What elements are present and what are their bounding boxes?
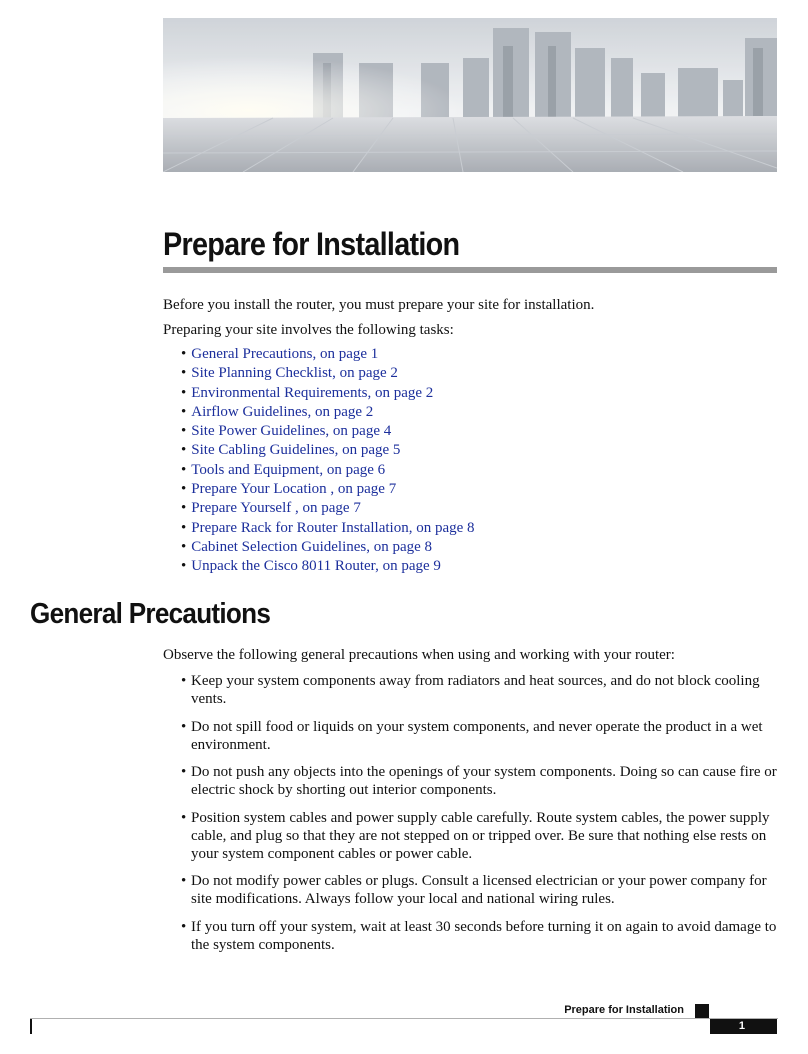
bullet: • xyxy=(181,481,187,498)
footer-rule xyxy=(30,1018,778,1019)
toc-link-cabinet-selection[interactable]: Cabinet Selection Guidelines, on page 8 xyxy=(191,538,433,555)
toc-link-site-planning-checklist[interactable]: Site Planning Checklist, on page 2 xyxy=(191,365,398,382)
precaution-text: Keep your system components away from radiators and heat sources, and do not block cooling vents. xyxy=(191,673,760,707)
list-item xyxy=(181,345,475,364)
bullet: • xyxy=(181,442,187,459)
list-item xyxy=(181,809,781,863)
bullet: • xyxy=(181,423,187,440)
footer-left-tick xyxy=(30,1019,32,1034)
list-item xyxy=(181,422,475,441)
bullet: • xyxy=(181,918,187,935)
bullet: • xyxy=(181,403,187,420)
toc-link-site-power-guidelines[interactable]: Site Power Guidelines, on page 4 xyxy=(191,423,392,440)
toc-link-prepare-your-location[interactable]: Prepare Your Location , on page 7 xyxy=(191,481,397,498)
list-item xyxy=(181,872,781,908)
list-item xyxy=(181,519,475,538)
tasks-lead-in: Preparing your site involves the following tasks: xyxy=(163,322,454,338)
list-item xyxy=(181,499,475,518)
city-skyline-illustration xyxy=(163,18,777,172)
intro-paragraph: Before you install the router, you must prepare your site for installation. xyxy=(163,297,595,313)
title-rule xyxy=(163,267,777,273)
precaution-text: If you turn off your system, wait at least 30 seconds before turning it on again to avoid damage to the system components. xyxy=(191,918,777,953)
bullet: • xyxy=(181,519,187,536)
list-item xyxy=(181,672,781,708)
list-item xyxy=(181,441,475,460)
bullet: • xyxy=(181,558,187,575)
list-item xyxy=(181,718,781,754)
precaution-text: Position system cables and power supply cable carefully. Route system cables, the power supply cable, and plug so that they are not stepped on or tripped over. Be sure that nothing else rests on your system component cables or power cable. xyxy=(191,809,770,862)
list-item xyxy=(181,538,475,557)
section-title: General Precautions xyxy=(30,598,271,630)
footer-chapter-title: Prepare for Installation xyxy=(564,1004,684,1016)
list-item xyxy=(181,480,475,499)
bullet: • xyxy=(181,384,187,401)
list-item xyxy=(181,403,475,422)
list-item xyxy=(181,384,475,403)
list-item xyxy=(181,763,781,799)
bullet: • xyxy=(181,764,187,780)
list-item xyxy=(181,557,475,576)
toc-link-environmental-requirements[interactable]: Environmental Requirements, on page 2 xyxy=(191,384,434,401)
bullet: • xyxy=(181,873,187,889)
chapter-title: Prepare for Installation xyxy=(163,226,460,262)
bullet: • xyxy=(181,673,187,689)
precautions-list xyxy=(181,672,781,963)
task-link-list xyxy=(181,345,475,577)
toc-link-general-precautions[interactable]: General Precautions, on page 1 xyxy=(191,346,379,362)
bullet: • xyxy=(181,365,187,382)
section-intro: Observe the following general precautions when using and working with your router: xyxy=(163,647,675,663)
bullet: • xyxy=(181,500,187,517)
page-number: 1 xyxy=(710,1019,777,1034)
toc-link-tools-and-equipment[interactable]: Tools and Equipment, on page 6 xyxy=(191,461,386,478)
header-banner-image xyxy=(163,18,777,172)
precaution-text: Do not spill food or liquids on your system components, and never operate the product in a wet environment. xyxy=(191,718,763,753)
precaution-text: Do not push any objects into the openings of your system components. Doing so can cause fire or electric shock by shorting out interior components. xyxy=(191,764,777,798)
toc-link-airflow-guidelines[interactable]: Airflow Guidelines, on page 2 xyxy=(191,403,374,420)
bullet: • xyxy=(181,346,187,362)
bullet: • xyxy=(181,461,187,478)
toc-link-prepare-yourself[interactable]: Prepare Yourself , on page 7 xyxy=(191,500,361,517)
footer-marker-block xyxy=(695,1004,709,1018)
toc-link-site-cabling-guidelines[interactable]: Site Cabling Guidelines, on page 5 xyxy=(191,442,401,459)
list-item xyxy=(181,364,475,383)
toc-link-unpack-router[interactable]: Unpack the Cisco 8011 Router, on page 9 xyxy=(191,558,441,575)
bullet: • xyxy=(181,809,187,826)
precaution-text: Do not modify power cables or plugs. Consult a licensed electrician or your power company for site modifications. Always follow your local and national wiring rules. xyxy=(191,873,767,907)
toc-link-prepare-rack[interactable]: Prepare Rack for Router Installation, on page 8 xyxy=(191,519,475,536)
list-item xyxy=(181,918,781,954)
list-item xyxy=(181,461,475,480)
bullet: • xyxy=(181,538,187,555)
bullet: • xyxy=(181,718,187,735)
